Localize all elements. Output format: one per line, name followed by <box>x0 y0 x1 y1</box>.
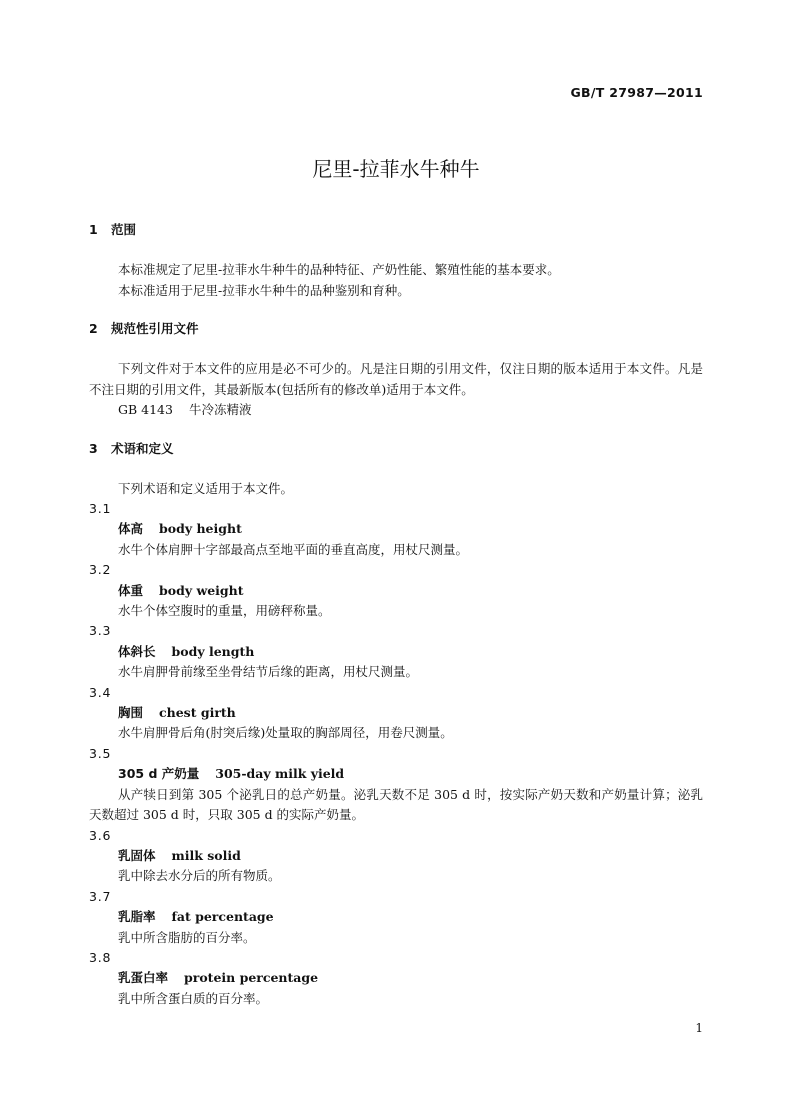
section-heading-scope <box>89 221 703 239</box>
term-number: 3.4 <box>89 684 112 700</box>
section-title: 术语和定义 <box>111 440 174 456</box>
term-definition: 水牛个体肩胛十字部最高点至地平面的垂直高度，用杖尺测量。 <box>118 541 469 557</box>
section-number: 1 <box>89 222 98 237</box>
section-heading-normative-references <box>89 320 703 338</box>
term-entry <box>89 621 703 682</box>
paragraph: 本标准规定了尼里-拉菲水牛种牛的品种特征、产奶性能、繁殖性能的基本要求。 <box>118 262 560 277</box>
term-name <box>89 519 703 539</box>
section-heading-terms <box>89 440 703 458</box>
paragraph: 本标准适用于尼里-拉菲水牛种牛的品种鉴别和育种。 <box>118 282 410 298</box>
term-number: 3.1 <box>89 501 112 516</box>
term-en: body height <box>159 521 242 537</box>
term-zh: 乳蛋白率 <box>118 970 169 986</box>
term-zh: 体斜长 <box>118 643 156 659</box>
term-definition: 水牛肩胛骨前缘至坐骨结节后缘的距离，用杖尺测量。 <box>118 664 419 680</box>
term-entry <box>89 887 703 948</box>
term-number: 3.5 <box>89 745 112 761</box>
section-number: 2 <box>89 321 98 336</box>
paragraph: 下列术语和定义适用于本文件。 <box>118 480 294 496</box>
term-en: body length <box>171 643 255 659</box>
term-en: fat percentage <box>171 909 274 925</box>
term-entry <box>89 744 703 826</box>
term-definition: 乳中除去水分后的所有物质。 <box>118 868 281 884</box>
page-number: 1 <box>695 1021 703 1035</box>
term-number: 3.3 <box>89 623 112 639</box>
section-title: 范围 <box>111 222 137 237</box>
term-number: 3.8 <box>89 949 112 965</box>
reference-code: GB 4143 <box>118 402 173 417</box>
term-number: 3.7 <box>89 888 112 904</box>
term-name <box>89 581 703 601</box>
term-name <box>89 907 703 927</box>
standard-number: GB/T 27987—2011 <box>570 85 703 100</box>
term-number: 3.6 <box>89 827 112 843</box>
term-definition: 乳中所含脂肪的百分率。 <box>118 929 256 945</box>
term-en: 305-day milk yield <box>215 766 345 782</box>
term-zh: 体重 <box>118 582 144 598</box>
term-en: protein percentage <box>184 970 319 986</box>
section-title: 规范性引用文件 <box>111 321 199 336</box>
term-entry <box>89 826 703 887</box>
term-entry <box>89 948 703 1009</box>
term-zh: 体高 <box>118 521 144 537</box>
term-name <box>89 642 703 662</box>
term-zh: 乳固体 <box>118 847 156 863</box>
term-definition: 水牛个体空腹时的重量，用磅秤称量。 <box>118 603 331 619</box>
term-name <box>89 764 703 784</box>
section-number: 3 <box>89 440 98 456</box>
reference-entry <box>89 400 703 421</box>
term-en: milk solid <box>171 847 241 863</box>
term-zh: 305 d 产奶量 <box>118 766 200 782</box>
document-title: 尼里-拉菲水牛种牛 <box>312 157 480 181</box>
term-definition: 水牛肩胛骨后角(肘突后缘)处量取的胸部周径，用卷尺测量。 <box>118 725 453 741</box>
term-en: body weight <box>159 582 244 598</box>
term-name <box>89 968 703 988</box>
term-entry <box>89 499 703 560</box>
paragraph: 下列文件对于本文件的应用是必不可少的。凡是注日期的引用文件，仅注日期的版本适用于本文件。凡是不注日期的引用文件，其最新版本(包括所有的修改单)适用于本文件。 <box>89 361 703 397</box>
term-definition: 乳中所含蛋白质的百分率。 <box>118 990 269 1006</box>
term-name <box>89 846 703 866</box>
term-definition: 从产犊日到第 305 个泌乳日的总产奶量。泌乳天数不足 305 d 时，按实际产奶天数和产奶量计算；泌乳天数超过 305 d 时，只取 305 d 的实际产奶量。 <box>89 786 703 823</box>
term-name <box>89 703 703 723</box>
term-number: 3.2 <box>89 562 112 578</box>
term-entry <box>89 683 703 744</box>
term-zh: 胸围 <box>118 705 144 721</box>
term-entry <box>89 560 703 621</box>
reference-name: 牛冷冻精液 <box>188 402 252 417</box>
term-en: chest girth <box>159 705 236 721</box>
document-body <box>89 221 703 1009</box>
term-zh: 乳脂率 <box>118 909 156 925</box>
